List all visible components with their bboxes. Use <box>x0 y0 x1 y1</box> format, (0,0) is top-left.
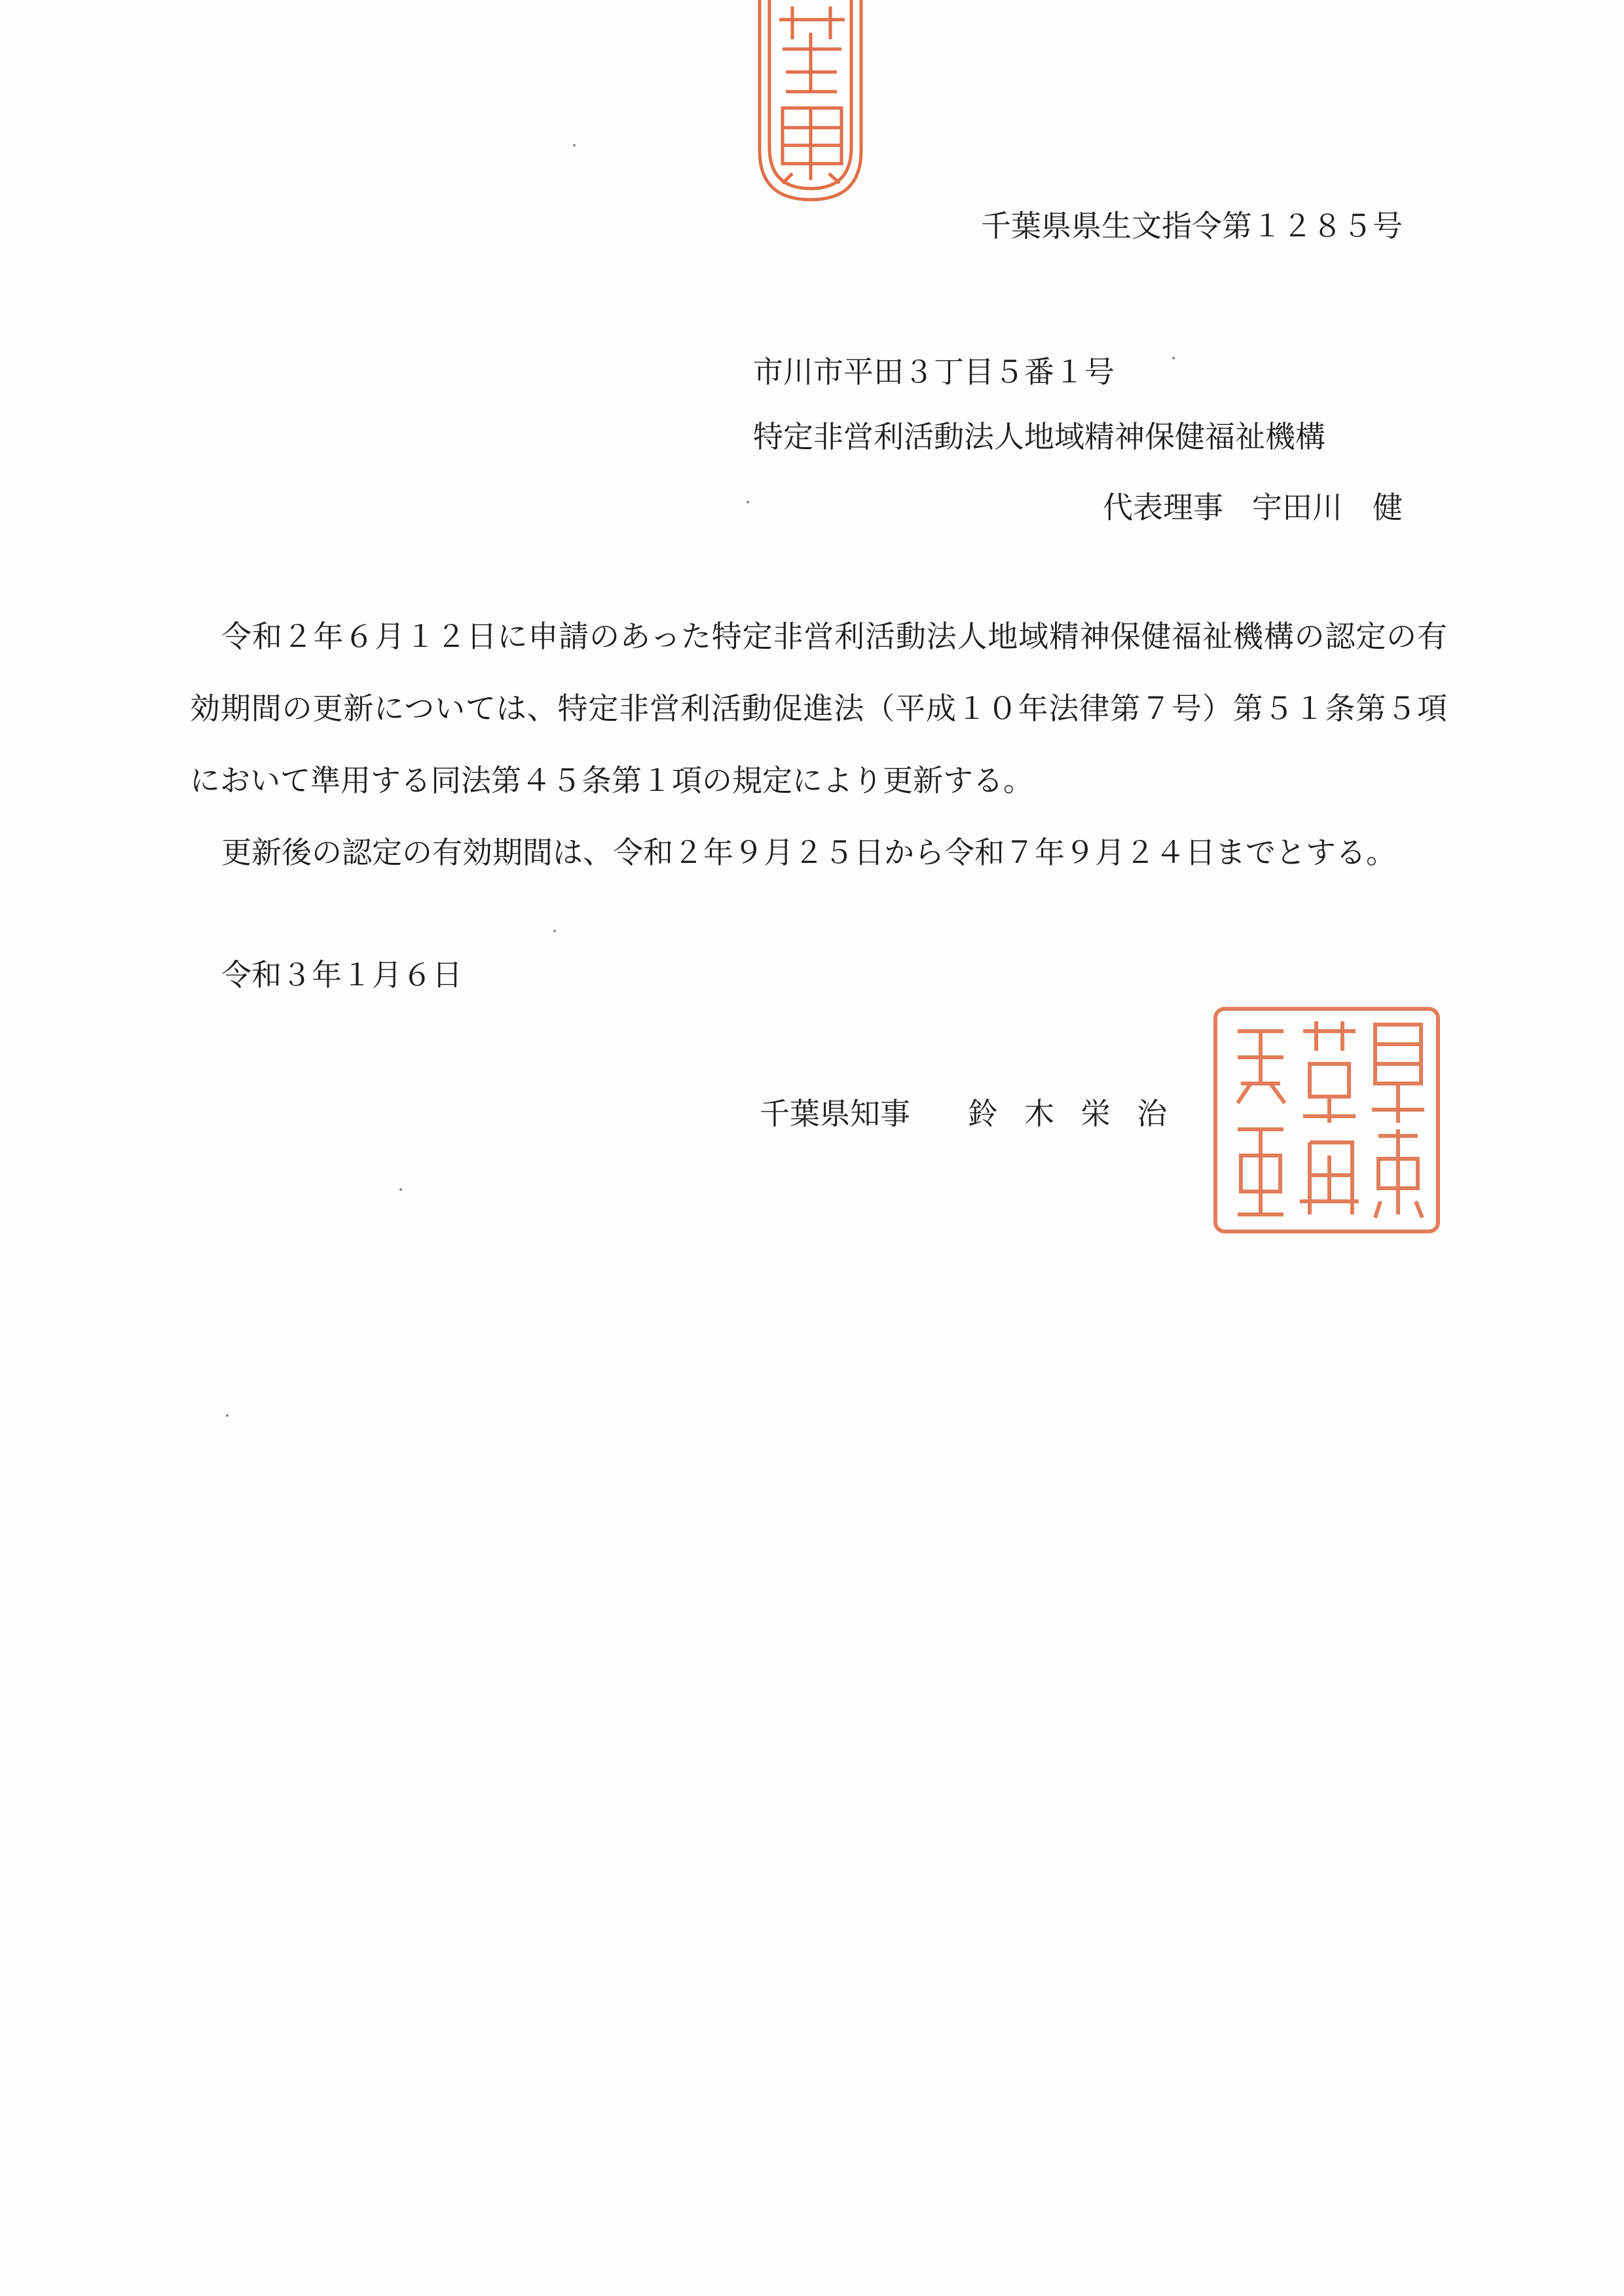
recipient-representative <box>1103 490 1403 525</box>
top-seal-stamp <box>753 0 868 206</box>
document-number: 千葉県県生文指令第１２８５号 <box>981 208 1403 244</box>
issuer-line <box>760 1096 1193 1131</box>
body-paragraph-validity-period: 更新後の認定の有効期間は、令和２年９月２５日から令和７年９月２４日までとする。 <box>221 835 1396 870</box>
body-paragraph-renewal: 令和２年６月１２日に申請のあった特定非営利活動法人地域精神保健福祉機構の認定の有効期間の更新については、特定非営利活動促進法（平成１０年法律第７号）第５１条第５項において準用する同法第４５条第１項の規定により更新する。 <box>190 619 1447 798</box>
issuer-title: 千葉県知事 <box>760 1096 910 1131</box>
governor-seal-stamp <box>1211 1005 1444 1237</box>
recipient-organization: 特定非営利活動法人地域精神保健福祉機構 <box>753 419 1325 454</box>
recipient-address: 市川市平田３丁目５番１号 <box>753 354 1115 390</box>
issuer-name: 鈴木栄治 <box>968 1096 1193 1131</box>
representative-name: 宇田川 健 <box>1252 490 1403 525</box>
representative-title: 代表理事 <box>1103 490 1223 525</box>
issue-date: 令和３年１月６日 <box>221 957 462 993</box>
